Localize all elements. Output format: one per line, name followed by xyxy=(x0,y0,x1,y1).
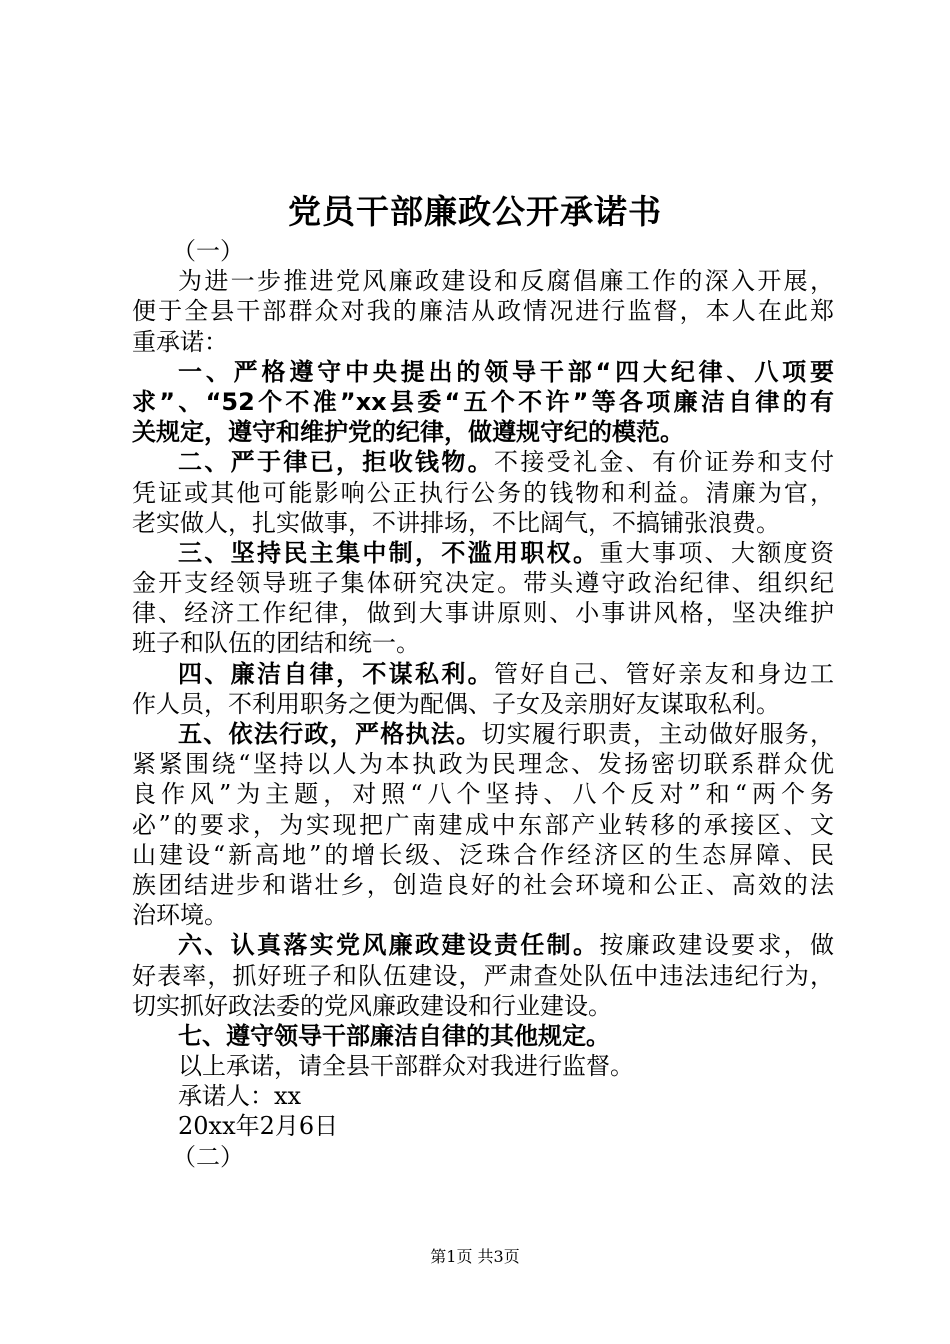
item5-line: 必”的要求，为实现把广南建成中东部产业转移的承接区、文 xyxy=(132,810,834,839)
item2-line: 老实做人，扎实做事，不讲排场，不比阔气，不搞铺张浪费。 xyxy=(132,508,780,537)
item3-line: 金开支经领导班子集体研究决定。带头遵守政治纪律、组织纪 xyxy=(132,569,834,598)
item3-line: 律、经济工作纪律，做到大事讲原则、小事讲风格，坚决维护 xyxy=(132,599,834,628)
item4-first-line xyxy=(132,659,834,689)
item2-line: 凭证或其他可能影响公正执行公务的钱物和利益。清廉为官， xyxy=(132,478,834,507)
item5-line: 良作风”为主题，对照“八个坚持、八个反对”和“两个务 xyxy=(132,780,834,809)
item2-heading: 二、严于律已，拒收钱物。 xyxy=(178,448,494,477)
item6-line: 好表率，抓好班子和队伍建设，严肃查处队伍中违法违纪行为， xyxy=(132,961,834,990)
item3-line: 班子和队伍的团结和统一。 xyxy=(132,629,420,658)
signer: 承诺人：xx xyxy=(178,1082,302,1111)
page-footer: 第1页 共3页 xyxy=(430,1247,520,1266)
item5-first-line xyxy=(132,719,834,749)
document-body xyxy=(132,236,834,1172)
intro-line: 重承诺： xyxy=(132,327,228,356)
signing-date: 20xx年2月6日 xyxy=(178,1112,339,1141)
intro-line: 便于全县干部群众对我的廉洁从政情况进行监督，本人在此郑 xyxy=(132,297,834,326)
item6-text: 按廉政建设要求，做 xyxy=(599,931,834,960)
item5-heading: 五、依法行政，严格执法。 xyxy=(178,720,482,748)
item1-line: 求”、“52个不准”xx县委“五个不许”等各项廉洁自律的有 xyxy=(132,387,834,416)
item6-heading: 六、认真落实党风廉政建设责任制。 xyxy=(178,931,600,960)
item4-text: 管好自己、管好亲友和身边工 xyxy=(494,659,834,688)
item6-first-line xyxy=(132,930,834,960)
item6-line: 切实抓好政法委的党风廉政建设和行业建设。 xyxy=(132,991,612,1020)
document-title: 党员干部廉政公开承诺书 xyxy=(288,192,662,231)
item1-line: 一、严格遵守中央提出的领导干部“四大纪律、八项要 xyxy=(178,357,834,386)
item3-heading: 三、坚持民主集中制，不滥用职权。 xyxy=(178,538,600,567)
item1-line: 关规定，遵守和维护党的纪律，做遵规守纪的模范。 xyxy=(132,418,684,447)
item2-text: 不接受礼金、有价证券和支付 xyxy=(494,448,834,477)
closing-statement: 以上承诺，请全县干部群众对我进行监督。 xyxy=(178,1052,634,1081)
item4-heading: 四、廉洁自律，不谋私利。 xyxy=(178,659,494,688)
item5-line: 治环境。 xyxy=(132,901,228,930)
section-label-2: （二） xyxy=(172,1142,244,1171)
item5-line: 族团结进步和谐壮乡，创造良好的社会环境和公正、高效的法 xyxy=(132,870,834,899)
section-label-1: （一） xyxy=(172,237,244,265)
item5-text: 切实履行职责，主动做好服务， xyxy=(481,720,834,748)
item7-line: 七、遵守领导干部廉洁自律的其他规定。 xyxy=(178,1021,610,1050)
item4-line: 作人员，不利用职务之便为配偶、子女及亲朋好友谋取私利。 xyxy=(132,689,780,718)
item3-first-line xyxy=(132,538,834,568)
item5-line: 山建设“新高地”的增长级、泛珠合作经济区的生态屏障、民 xyxy=(132,840,834,869)
item3-text: 重大事项、大额度资 xyxy=(599,538,834,567)
item2-first-line xyxy=(132,447,834,477)
item5-line: 紧紧围绕“坚持以人为本执政为民理念、发扬密切联系群众优 xyxy=(132,750,834,779)
intro-line: 为进一步推进党风廉政建设和反腐倡廉工作的深入开展， xyxy=(178,267,834,296)
